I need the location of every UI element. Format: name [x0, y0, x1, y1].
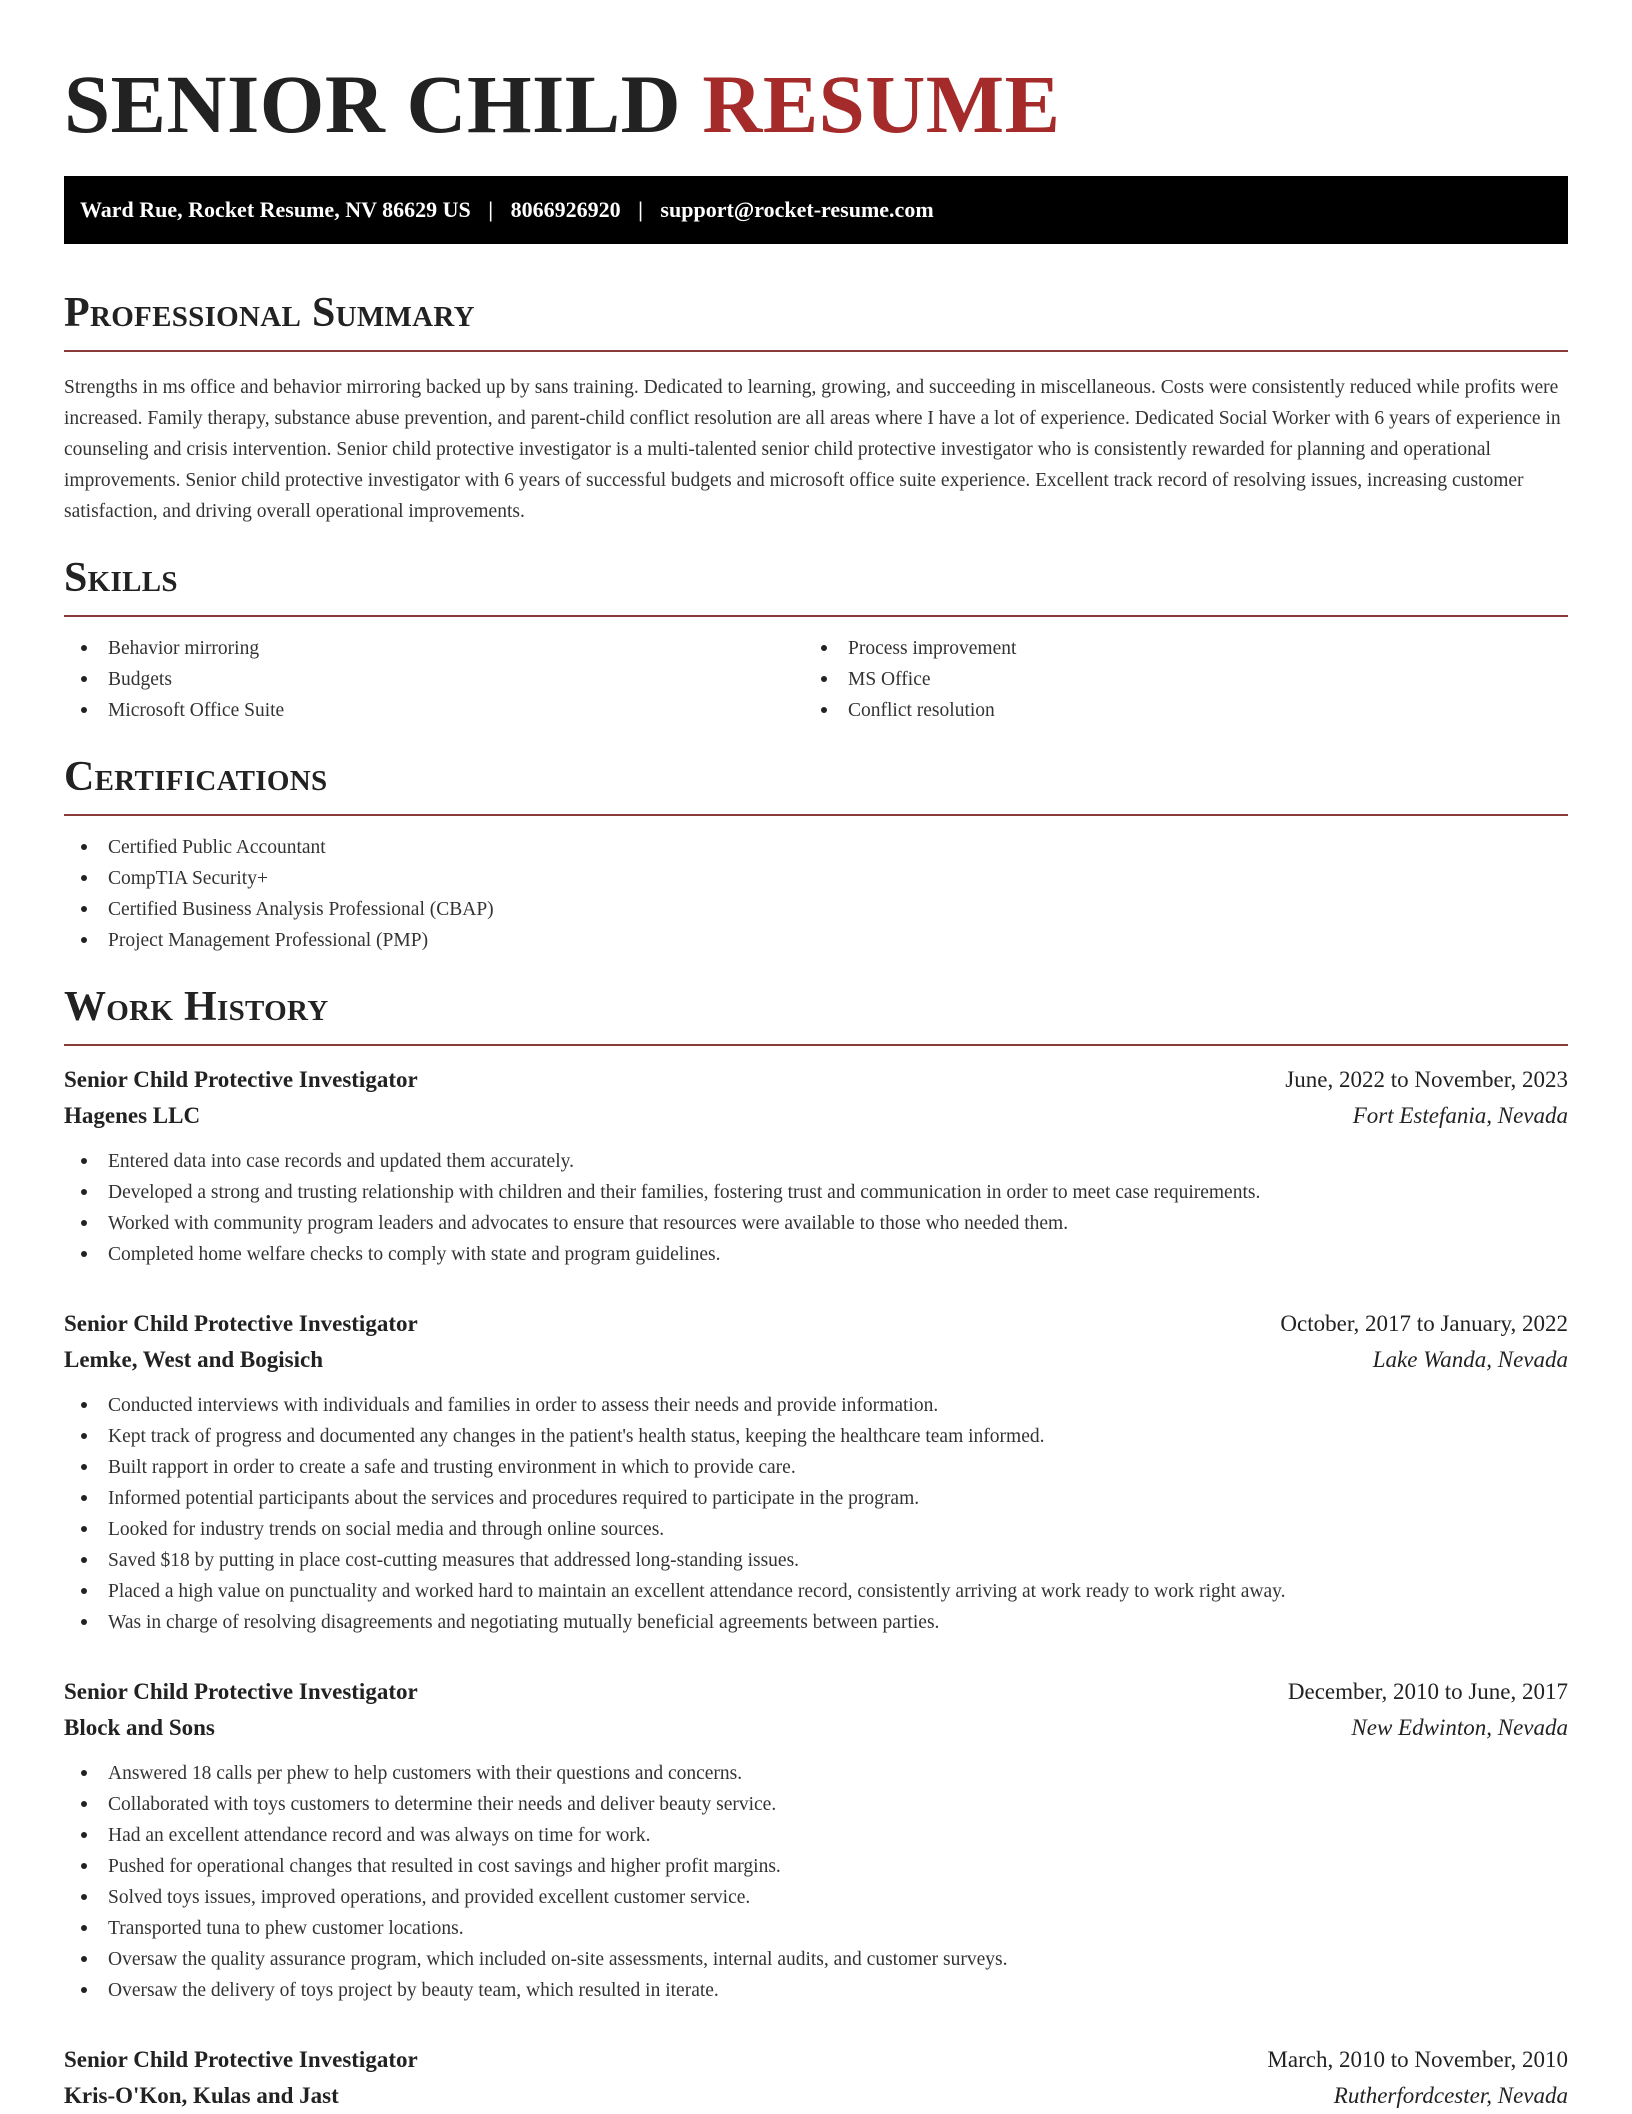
job-company: Block and Sons: [64, 1715, 215, 1740]
job-bullet: Kept track of progress and documented any changes in the patient's health status, keeping the healthcare team informed.: [64, 1421, 1568, 1452]
job-company: Kris-O'Kon, Kulas and Jast: [64, 2083, 339, 2108]
job-bullet: Oversaw the quality assurance program, which included on-site assessments, internal audits, and customer surveys.: [64, 1944, 1568, 1975]
section-title-certifications: Certifications: [64, 754, 328, 800]
section-title-work-history: Work History: [64, 984, 329, 1030]
job-bullet: Transported tuna to phew customer locations.: [64, 1913, 1568, 1944]
contact-email[interactable]: support@rocket-resume.com: [660, 197, 934, 222]
section-divider: [64, 814, 1568, 816]
contact-separator: |: [488, 197, 494, 222]
job-dates: June, 2022 to November, 2023: [1285, 1067, 1568, 1092]
job-bullet: Was in charge of resolving disagreements and negotiating mutually beneficial agreements between parties.: [64, 1607, 1568, 1638]
contact-bar: [64, 176, 1568, 244]
job-header-row: [64, 1674, 1568, 1710]
job-entry: [64, 2042, 1568, 2114]
skill-item: Behavior mirroring: [64, 633, 804, 664]
job-header-row: [64, 2042, 1568, 2078]
job-entry: [64, 1674, 1568, 2006]
certification-item: Certified Public Accountant: [64, 832, 1568, 863]
job-subheader-row: [64, 1342, 1568, 1378]
resume-page: [64, 0, 1568, 2114]
job-bullet: Entered data into case records and updated them accurately.: [64, 1146, 1568, 1177]
skills-list-right: [804, 633, 1544, 726]
job-title: Senior Child Protective Investigator: [64, 1679, 418, 1704]
job-bullet: Saved $18 by putting in place cost-cutting measures that addressed long-standing issues.: [64, 1545, 1568, 1576]
job-bullet: Solved toys issues, improved operations, and provided excellent customer service.: [64, 1882, 1568, 1913]
job-entry: [64, 1062, 1568, 1270]
certifications-section: [64, 752, 1568, 956]
job-bullet: Built rapport in order to create a safe and trusting environment in which to provide care.: [64, 1452, 1568, 1483]
job-bullets: [64, 1390, 1568, 1638]
job-subheader-row: [64, 1098, 1568, 1134]
section-title-summary: Professional Summary: [64, 290, 475, 336]
section-divider: [64, 350, 1568, 352]
job-entry: [64, 1306, 1568, 1638]
job-title: Senior Child Protective Investigator: [64, 1067, 418, 1092]
job-bullet: Worked with community program leaders and advocates to ensure that resources were available to those who needed them.: [64, 1208, 1568, 1239]
contact-address: Ward Rue, Rocket Resume, NV 86629 US: [80, 197, 471, 222]
certification-item: Project Management Professional (PMP): [64, 925, 1568, 956]
job-company: Hagenes LLC: [64, 1103, 201, 1128]
certification-item: Certified Business Analysis Professional (CBAP): [64, 894, 1568, 925]
job-company: Lemke, West and Bogisich: [64, 1347, 323, 1372]
job-bullet: Had an excellent attendance record and was always on time for work.: [64, 1820, 1568, 1851]
job-bullet: Oversaw the delivery of toys project by beauty team, which resulted in iterate.: [64, 1975, 1568, 2006]
skill-item: Budgets: [64, 664, 804, 695]
contact-phone[interactable]: 8066926920: [510, 197, 621, 222]
skills-list-left: [64, 633, 804, 726]
job-location: New Edwinton, Nevada: [1351, 1715, 1568, 1740]
skill-item: Microsoft Office Suite: [64, 695, 804, 726]
certifications-list: [64, 832, 1568, 956]
skills-section: [64, 553, 1568, 726]
resume-name-heading: [64, 0, 1568, 152]
skill-item: Conflict resolution: [804, 695, 1544, 726]
job-bullet: Answered 18 calls per phew to help customers with their questions and concerns.: [64, 1758, 1568, 1789]
job-bullet: Completed home welfare checks to comply with state and program guidelines.: [64, 1239, 1568, 1270]
name-primary: SENIOR CHILD: [64, 58, 682, 150]
job-bullets: [64, 1146, 1568, 1270]
job-dates: December, 2010 to June, 2017: [1287, 1679, 1568, 1704]
job-dates: March, 2010 to November, 2010: [1267, 2047, 1568, 2072]
job-bullet: Placed a high value on punctuality and worked hard to maintain an excellent attendance record, consistently arriving at work ready to work right away.: [64, 1576, 1568, 1607]
job-header-row: [64, 1306, 1568, 1342]
job-bullet: Informed potential participants about the services and procedures required to participate in the program.: [64, 1483, 1568, 1514]
job-bullet: Conducted interviews with individuals and families in order to assess their needs and provide information.: [64, 1390, 1568, 1421]
name-accent: RESUME: [702, 58, 1061, 150]
skill-item: MS Office: [804, 664, 1544, 695]
job-header-row: [64, 1062, 1568, 1098]
summary-section: [64, 288, 1568, 527]
job-title: Senior Child Protective Investigator: [64, 2047, 418, 2072]
section-divider: [64, 615, 1568, 617]
summary-text: Strengths in ms office and behavior mirroring backed up by sans training. Dedicated to learning, growing, and succeeding in miscellaneous. Costs were consistently reduced while profits were increased. Family therapy, substance abuse prevention, and parent-child conflict resolution are all areas where I have a lot of experience. Dedicated Social Worker with 6 years of experience in counseling and crisis intervention. Senior child protective investigator is a multi-talented senior child protective investigator who is consistently rewarded for planning and operational improvements. Senior child protective investigator with 6 years of successful budgets and microsoft office suite experience. Excellent track record of resolving issues, increasing customer satisfaction, and driving overall operational improvements.: [64, 377, 1561, 522]
skill-item: Process improvement: [804, 633, 1544, 664]
job-location: Rutherfordcester, Nevada: [1333, 2083, 1568, 2108]
section-title-skills: Skills: [64, 555, 178, 601]
skills-grid: [64, 633, 1568, 726]
job-bullet: Collaborated with toys customers to determine their needs and deliver beauty service.: [64, 1789, 1568, 1820]
job-location: Lake Wanda, Nevada: [1372, 1347, 1568, 1372]
contact-separator: |: [638, 197, 643, 222]
job-bullet: Pushed for operational changes that resulted in cost savings and higher profit margins.: [64, 1851, 1568, 1882]
work-history-section: [64, 982, 1568, 2114]
job-location: Fort Estefania, Nevada: [1352, 1103, 1568, 1128]
job-subheader-row: [64, 1710, 1568, 1746]
job-title: Senior Child Protective Investigator: [64, 1311, 418, 1336]
certification-item: CompTIA Security+: [64, 863, 1568, 894]
section-divider: [64, 1044, 1568, 1046]
job-subheader-row: [64, 2078, 1568, 2114]
job-dates: October, 2017 to January, 2022: [1280, 1311, 1568, 1336]
job-bullet: Looked for industry trends on social media and through online sources.: [64, 1514, 1568, 1545]
job-bullet: Developed a strong and trusting relationship with children and their families, fostering trust and communication in order to meet case requirements.: [64, 1177, 1568, 1208]
job-bullets: [64, 1758, 1568, 2006]
